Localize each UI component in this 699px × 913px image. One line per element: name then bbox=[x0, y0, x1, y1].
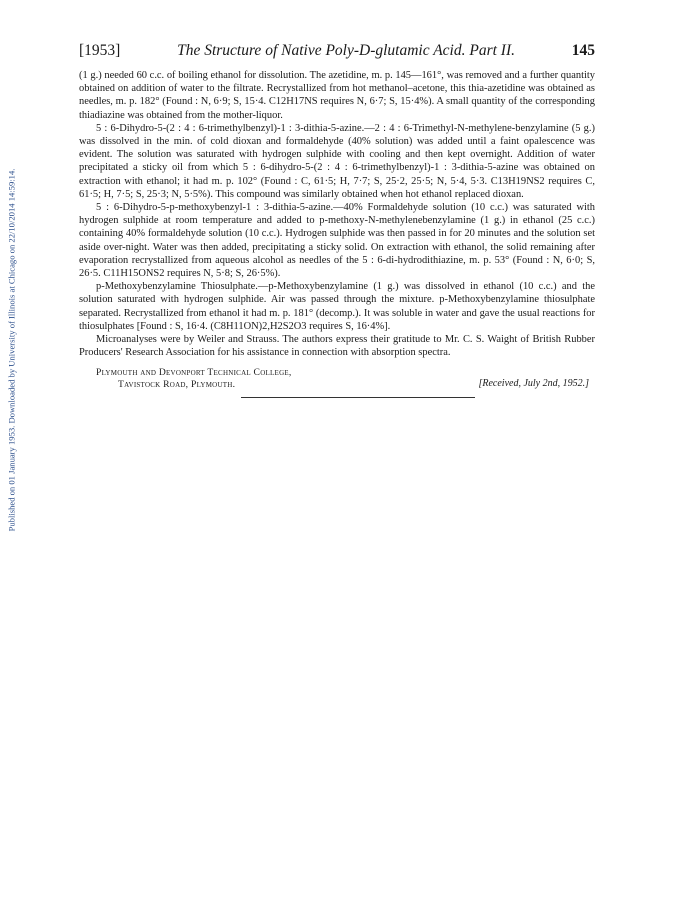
end-rule bbox=[241, 397, 475, 398]
affiliation-line-2: Tavistock Road, Plymouth. bbox=[118, 379, 236, 391]
publication-watermark bbox=[0, 120, 22, 580]
paragraph-methoxybenzyl-dithiazine: 5 : 6-Dihydro-5-p-methoxybenzyl-1 : 3-dithia-5-azine.—40% Formaldehyde solution (10 c.c.) was saturated with hydrogen sulphide at room temperature and added to p-methoxy-N-methylenebenzylamine (1 g.) in ethanol (25 c.c.) containing 40% formaldehyde solution (10 c.c.). Hydrogen sulphide was then passed in for 20 minutes and the solution set aside over-night. Water was then added, precipitating a sticky solid. On extraction with ethanol, the solid remaining after evaporation recrystallized from aqueous alcohol as needles of the 5 : 6-di-hydrodithiazine, m. p. 53° (Found : N, 6·0; S, 26·5. C11H15ONS2 requires N, 5·8; S, 26·5%). bbox=[79, 202, 595, 280]
paragraph-trimethylbenzyl-dithiazine: 5 : 6-Dihydro-5-(2 : 4 : 6-trimethylbenzyl)-1 : 3-dithia-5-azine.—2 : 4 : 6-Trimethyl-N-methylene-benzylamine (5 g.) was dissolved in the min. of cold dioxan and formaldehyde (40% solution) was added until a faint opalescence was evident. The solution was saturated with hydrogen sulphide with cooling and then kept overnight. Addition of water precipitated a sticky oil from which 5 : 6-dihydro-5-(2 : 4 : 6-trimethylbenzyl)-1 : 3-dithia-5-azine was obtained on extraction with ethanol; it had m. p. 102° (Found : C, 61·5; H, 7·7; S, 25·2, 25·5; N, 5·4, 5·3. C13H19NS2 requires C, 61·5; H, 7·5; S, 25·3; N, 5·5%). This compound was similarly obtained when hot ethanol replaced dioxan. bbox=[79, 122, 595, 200]
header-title: The Structure of Native Poly-D-glutamic Acid. Part II. bbox=[177, 42, 515, 59]
received-date: [Received, July 2nd, 1952.] bbox=[478, 378, 589, 390]
affiliation bbox=[96, 367, 292, 391]
affiliation-row bbox=[79, 367, 595, 397]
running-header bbox=[79, 41, 595, 61]
paragraph-acknowledgements: Microanalyses were by Weiler and Strauss. The authors express their gratitude to Mr. C. S. Waight of British Rubber Producers' Research Association for his assistance in connection with absorption spectra. bbox=[79, 334, 595, 359]
article-body bbox=[79, 69, 595, 359]
paragraph-thiosulphate: p-Methoxybenzylamine Thiosulphate.—p-Methoxybenzylamine (1 g.) was dissolved in ethanol (10 c.c.) and the solution saturated with hydrogen sulphide. Air was passed through the mixture. p-Methoxybenzylamine thiosulphate separated. Recrystallized from ethanol it had m. p. 181° (decomp.). It was soluble in water and gave the usual reactions for thiosulphates [Found : S, 16·4. (C8H11ON)2,H2S2O3 requires S, 16·4%]. bbox=[79, 281, 595, 332]
paragraph-thia-azetidine: (1 g.) needed 60 c.c. of boiling ethanol for dissolution. The azetidine, m. p. 145—161°, was removed and a further quantity obtained on addition of water to the filtrate. Recrystallized from hot methanol–acetone, this thia-azetidine was obtained as needles, m. p. 182° (Found : N, 6·9; S, 15·4. C12H17NS requires N, 6·7; S, 15·4%). A small quantity of the corresponding thiadiazine was obtained from the mother-liquor. bbox=[79, 70, 595, 121]
page-number: 145 bbox=[571, 42, 595, 59]
publication-watermark-text: Published on 01 January 1953. Downloaded by University of Illinois at Chicago on 22/10/2014 14:59:14. bbox=[6, 168, 17, 532]
journal-page bbox=[79, 0, 595, 397]
header-year: [1953] bbox=[79, 42, 121, 59]
affiliation-line-1: Plymouth and Devonport Technical College, bbox=[96, 367, 292, 379]
